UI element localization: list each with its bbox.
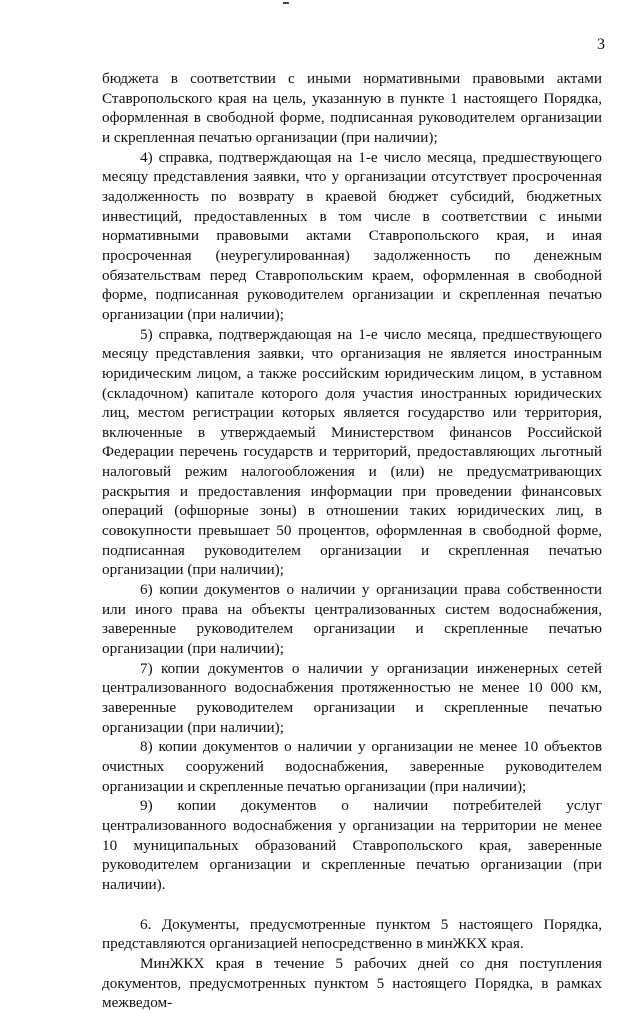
- scan-mark: [283, 2, 289, 4]
- paragraph-continuation: бюджета в соответствии с иными нормативными правовыми актами Ставропольского края на цель, указанную в пункте 1 настоящего Порядка, оформленная в свободной форме, подписанная руководителем организации и скрепленная печатью организации (при наличии);: [102, 70, 602, 146]
- paragraph-item-8: 8) копии документов о наличии у организации не менее 10 объектов очистных сооружений водоснабжения, заверенные руководителем организации и скрепленные печатью организации (при наличии);: [102, 738, 602, 795]
- page-number: 3: [597, 36, 605, 53]
- paragraph-item-4: 4) справка, подтверждающая на 1-е число месяца, предшествующего месяцу представления заявки, что у организации отсутствует просроченная задолженность по возврату в краевой бюджет субсидий, бюджетных инвестиций, предоставленных в том числе в соответствии с иными нормативными правовыми актами Ставропольского края, и иная просроченная (неурегулированная) задолженность по денежным обязательствам перед Ставропольским краем, оформленная в свободной форме, подписанная руководителем организации и скрепленная печатью организации (при наличии);: [102, 148, 602, 323]
- paragraph-item-7: 7) копии документов о наличии у организации инженерных сетей централизованного водоснабжения протяженностью не менее 10 000 км, заверенные руководителем организации и скрепленные печатью организации (при наличии);: [102, 659, 602, 736]
- paragraph-item-9: 9) копии документов о наличии потребителей услуг централизованного водоснабжения у организации на территории не менее 10 муниципальных образований Ставропольского края, заверенные руководителем организации и скрепленные печатью организации (при наличии).: [102, 797, 602, 893]
- paragraph-item-5: 5) справка, подтверждающая на 1-е число месяца, предшествующего месяцу представления заявки, что организация не является иностранным юридическим лицом, а также российским юридическим лицом, в уставном (складочном) капитале которого доля участия иностранных юридических лиц, местом регистрации которых является государство или территория, включенные в утверждаемый Министерством финансов Российской Федерации перечень государств и территорий, предоставляющих льготный налоговый режим налогообложения и (или) не предусматривающих раскрытия и предоставления информации при проведении финансовых операций (офшорные зоны) в отношении таких юридических лиц, в совокупности превышает 50 процентов, оформленная в свободной форме, подписанная руководителем организации и скрепленная печатью организации (при наличии);: [102, 325, 602, 579]
- document-body: [102, 69, 602, 1013]
- paragraph-minzhkh: МинЖКХ края в течение 5 рабочих дней со дня поступления документов, предусмотренных пунктом 5 настоящего Порядка, в рамках межведом-: [102, 954, 602, 1012]
- paragraph-item-6: 6) копии документов о наличии у организации права собственности или иного права на объекты централизованных систем водоснабжения, заверенные руководителем организации и скрепленные печатью организации (при наличии);: [102, 581, 602, 658]
- paragraph-section-6: 6. Документы, предусмотренные пунктом 5 настоящего Порядка, представляются организацией непосредственно в минЖКХ края.: [102, 915, 602, 953]
